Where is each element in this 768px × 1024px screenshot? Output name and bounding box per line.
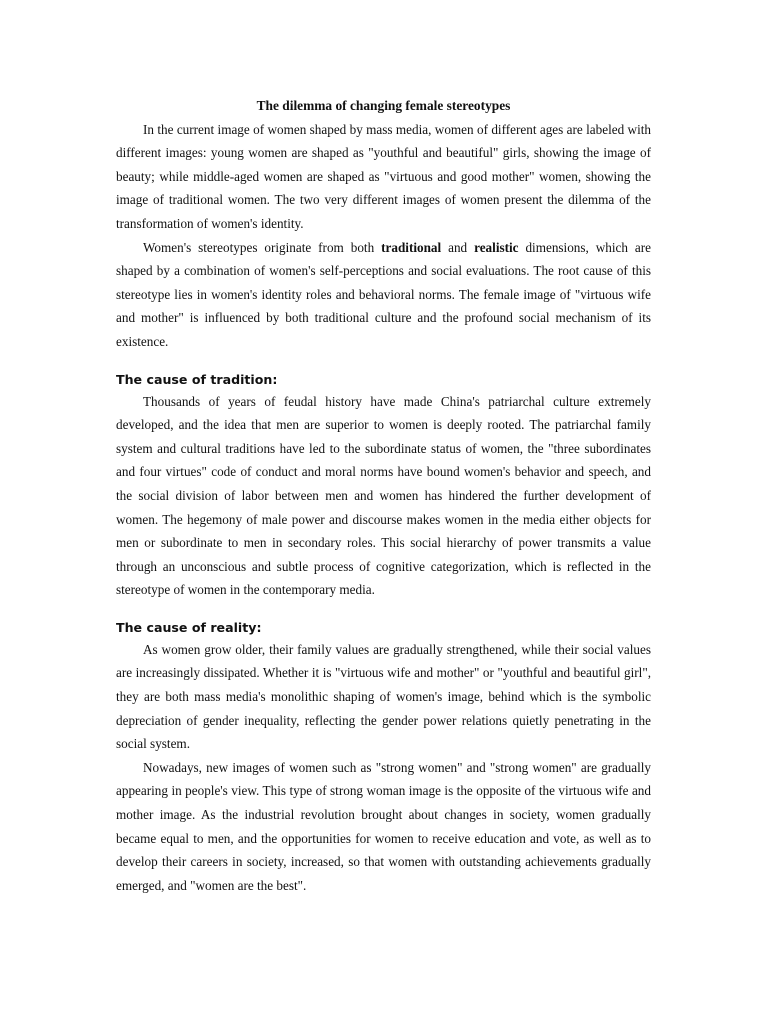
bold-traditional: traditional xyxy=(381,239,442,255)
reality-heading: The cause of reality: xyxy=(116,619,262,635)
section-spacer xyxy=(116,602,651,618)
intro-p2-text-3: dimensions, which are shaped by a combination of women's self-perceptions and social evaluations. The root cause of this stereotype lies in women's identity roles and behavioral norms. The female image of "virtuous wife and mother" is influenced by both traditional culture and the profound social mechanism of its existence. xyxy=(116,239,652,349)
document-page xyxy=(116,94,651,897)
document-title: The dilemma of changing female stereotypes xyxy=(256,98,511,113)
tradition-paragraph: Thousands of years of feudal history have made China's patriarchal culture extremely developed, and the idea that men are superior to women is deeply rooted. The patriarchal family system and cultural traditions have led to the subordinate status of women, the "three subordinates and four virtues" code of conduct and moral norms have bound women's behavior and speech, and the social division of labor between men and women has hindered the further development of women. The hegemony of male power and discourse makes women in the media either objects for men or subordinate to men in secondary roles. This social hierarchy of power transmits a value through an unconscious and subtle process of cognitive categorization, which is reflected in the stereotype of women in the contemporary media. xyxy=(116,393,651,598)
intro-paragraph-2 xyxy=(116,236,651,354)
section-spacer xyxy=(116,354,651,370)
intro-paragraph-1: In the current image of women shaped by mass media, women of different ages are labeled with different images: young women are shaped as "youthful and beautiful" girls, showing the image of beauty; while middle-aged women are shaped as "virtuous and good mother" women, showing the image of traditional women. The two very different images of women present the dilemma of the transformation of women's identity. xyxy=(116,121,651,231)
intro-p2-text-2: and xyxy=(441,239,475,255)
reality-paragraph-1: As women grow older, their family values are gradually strengthened, while their social values are increasingly dissipated. Whether it is "virtuous wife and mother" or "youthful and beautiful girl", they are both mass media's monolithic shaping of women's image, behind which is the symbolic depreciation of gender inequality, reflecting the gender power relations quietly penetrating in the social system. xyxy=(116,641,651,752)
reality-paragraph-2: Nowadays, new images of women such as "strong women" and "strong women" are gradually appearing in people's view. This type of strong woman image is the opposite of the virtuous wife and mother image. As the industrial revolution brought about changes in society, women gradually became equal to men, and the opportunities for women to receive education and vote, as well as to develop their careers in society, increased, so that women with outstanding achievements gradually emerged, and "women are the best". xyxy=(116,759,651,893)
bold-realistic: realistic xyxy=(474,239,519,255)
tradition-heading: The cause of tradition: xyxy=(116,371,278,387)
intro-p2-text-1: Women's stereotypes originate from both xyxy=(143,239,382,255)
